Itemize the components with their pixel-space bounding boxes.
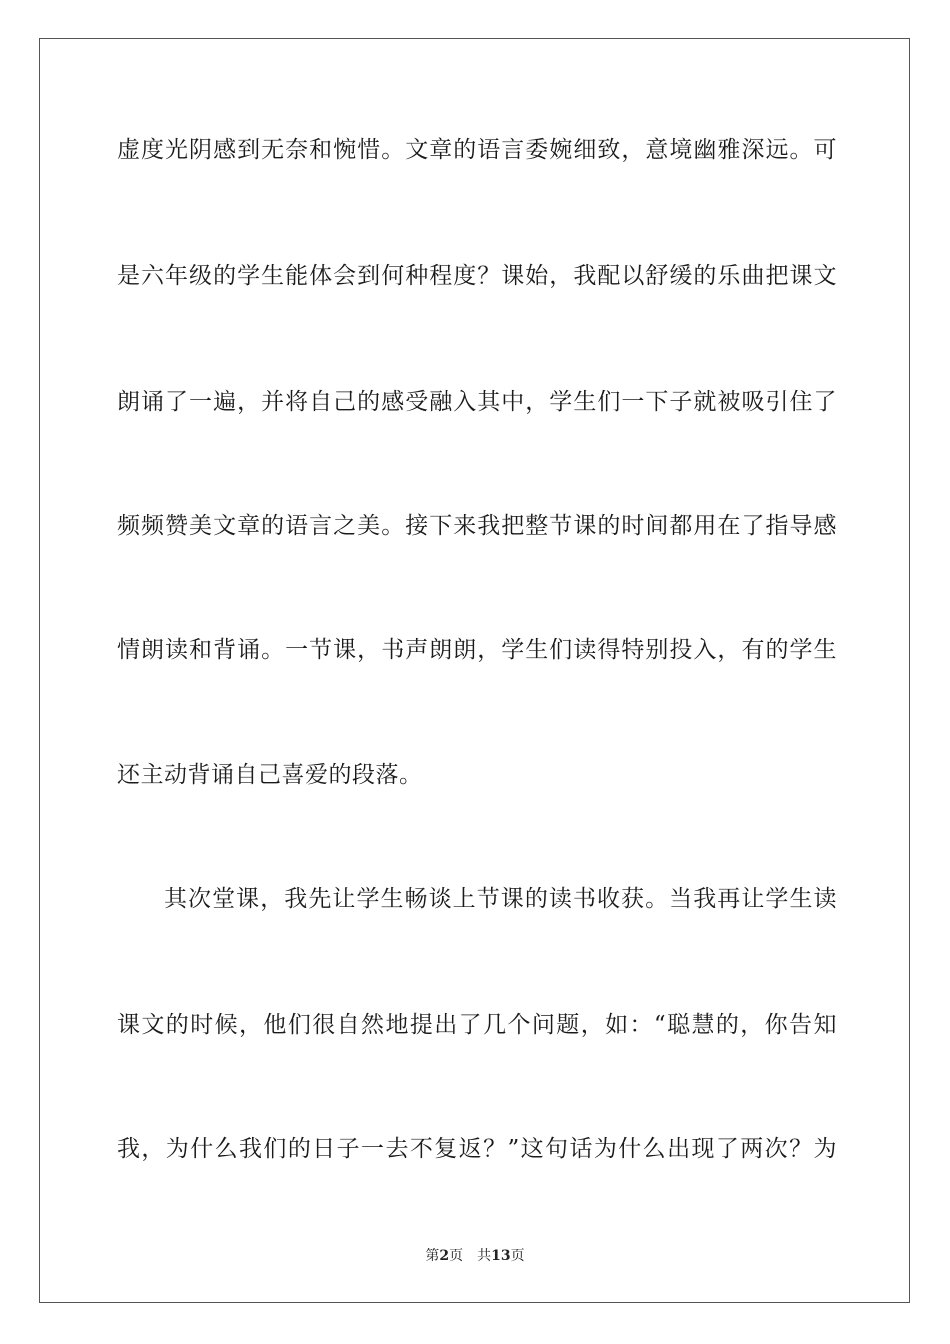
paragraph-line-9: 我，为什么我们的日子一去不复返？”这句话为什么出现了两次？为 <box>117 1136 837 1162</box>
page-number: 2 <box>439 1248 450 1264</box>
paragraph-line-4: 频频赞美文章的语言之美。接下来我把整节课的时间都用在了指导感 <box>117 513 837 539</box>
paragraph-line-3: 朗诵了一遍，并将自己的感受融入其中，学生们一下子就被吸引住了 <box>117 389 837 415</box>
page-prefix: 第 <box>425 1248 440 1264</box>
total-pages: 13 <box>491 1248 511 1264</box>
paragraph-line-8: 课文的时候，他们很自然地提出了几个问题，如：“聪慧的，你告知 <box>117 1012 837 1038</box>
total-prefix: 共 <box>477 1248 492 1264</box>
paragraph-line-5: 情朗读和背诵。一节课，书声朗朗，学生们读得特别投入，有的学生 <box>117 637 837 663</box>
page-suffix: 页 <box>449 1248 464 1264</box>
page-border <box>39 38 910 1303</box>
paragraph-line-7: 其次堂课，我先让学生畅谈上节课的读书收获。当我再让学生读 <box>164 886 837 912</box>
paragraph-line-1: 虚度光阴感到无奈和惋惜。文章的语言委婉细致，意境幽雅深远。可 <box>117 137 837 163</box>
total-suffix: 页 <box>510 1248 525 1264</box>
paragraph-line-2: 是六年级的学生能体会到何种程度？课始，我配以舒缓的乐曲把课文 <box>117 263 837 289</box>
page-footer <box>0 1247 950 1265</box>
paragraph-line-6: 还主动背诵自己喜爱的段落。 <box>117 762 423 788</box>
